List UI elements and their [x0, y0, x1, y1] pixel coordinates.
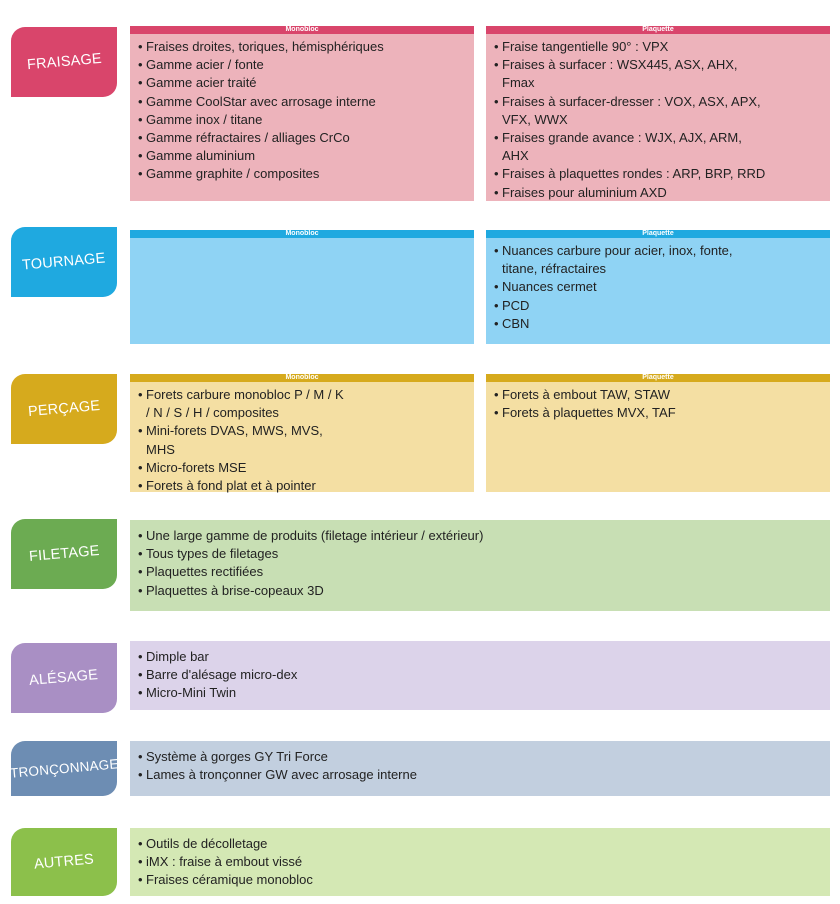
list-item: • CBN [496, 315, 760, 333]
category-label: FRAISAGE [25, 50, 103, 74]
list-item: • Gamme inox / titane [140, 111, 474, 129]
category-label: TRONÇONNAGE [9, 756, 119, 781]
item-list [486, 382, 830, 422]
list-item: • Nuances cermet [496, 278, 760, 296]
list-item: • Fraise tangentielle 90° : VPX [496, 38, 770, 56]
category-label: FILETAGE [28, 542, 100, 566]
box-header: Monobloc [130, 230, 474, 238]
list-item: • Tous types de filetages [140, 545, 830, 563]
list-item: • Plaquettes rectifiées [140, 563, 830, 581]
fraisage-monobloc-box [130, 26, 474, 201]
category-tournage [11, 227, 117, 297]
list-item: • Fraises à surfacer : WSX445, ASX, AHX, Fmax [496, 56, 770, 92]
list-item: • Fraises à plaquettes rondes : ARP, BRP, RRD [496, 165, 770, 183]
category-label: PERÇAGE [27, 397, 101, 421]
list-item: • Forets carbure monobloc P / M / K / N / S / H / composites [140, 386, 344, 422]
list-item: • Plaquettes à brise-copeaux 3D [140, 582, 830, 600]
list-item: • iMX : fraise à embout vissé [140, 853, 830, 871]
filetage-box [130, 520, 830, 611]
list-item: • Nuances carbure pour acier, inox, fonte, titane, réfractaires [496, 242, 760, 278]
category-filetage [11, 519, 117, 589]
list-item: • Gamme acier traité [140, 74, 474, 92]
list-item: • Gamme réfractaires / alliages CrCo [140, 129, 474, 147]
category-label: TOURNAGE [21, 250, 107, 274]
list-item: • PCD [496, 297, 760, 315]
item-list [130, 34, 474, 184]
category-fraisage [11, 27, 117, 97]
alesage-box [130, 641, 830, 710]
tournage-monobloc-box [130, 230, 474, 344]
list-item: • Barre d'alésage micro-dex [140, 666, 830, 684]
list-item: • Gamme CoolStar avec arrosage interne [140, 93, 474, 111]
autres-box [130, 828, 830, 896]
list-item: • Forets à embout TAW, STAW [496, 386, 830, 404]
box-header: Monobloc [130, 374, 474, 382]
list-item: • Fraises à surfacer-dresser : VOX, ASX, APX, VFX, WWX [496, 93, 770, 129]
list-item: • Fraises céramique monobloc [140, 871, 830, 889]
item-list [130, 828, 830, 890]
list-item: • Dimple bar [140, 648, 830, 666]
box-header: Plaquette [486, 230, 830, 238]
list-item: • Micro-Mini Twin [140, 684, 830, 702]
list-item: • Gamme acier / fonte [140, 56, 474, 74]
list-item: • Une large gamme de produits (filetage intérieur / extérieur) [140, 527, 830, 545]
list-item: • Gamme aluminium [140, 147, 474, 165]
list-item: • Fraises grande avance : WJX, AJX, ARM, AHX [496, 129, 770, 165]
box-header: Plaquette [486, 374, 830, 382]
list-item: • Micro-forets MSE [140, 459, 344, 477]
list-item: • Forets à plaquettes MVX, TAF [496, 404, 830, 422]
list-item: • Outils de décolletage [140, 835, 830, 853]
category-tronconnage [11, 741, 117, 796]
box-header: Plaquette [486, 26, 830, 34]
box-header: Monobloc [130, 26, 474, 34]
item-list [130, 741, 830, 784]
item-list [486, 238, 830, 333]
category-percage [11, 374, 117, 444]
list-item: • Fraises pour aluminium AXD [496, 184, 770, 202]
item-list [130, 641, 830, 703]
percage-monobloc-box [130, 374, 474, 492]
item-list [486, 34, 830, 202]
item-list [130, 382, 474, 495]
fraisage-plaquette-box [486, 26, 830, 201]
list-item: • Lames à tronçonner GW avec arrosage interne [140, 766, 830, 784]
list-item: • Système à gorges GY Tri Force [140, 748, 830, 766]
category-alesage [11, 643, 117, 713]
percage-plaquette-box [486, 374, 830, 492]
tronconnage-box [130, 741, 830, 796]
list-item: • Fraises droites, toriques, hémisphériques [140, 38, 474, 56]
list-item: • Gamme graphite / composites [140, 165, 474, 183]
tournage-plaquette-box [486, 230, 830, 344]
category-autres [11, 828, 117, 896]
item-list [130, 520, 830, 600]
list-item: • Mini-forets DVAS, MWS, MVS, MHS [140, 422, 344, 458]
category-label: AUTRES [33, 851, 95, 873]
list-item: • Forets à fond plat et à pointer [140, 477, 344, 495]
category-label: ALÉSAGE [28, 667, 100, 689]
